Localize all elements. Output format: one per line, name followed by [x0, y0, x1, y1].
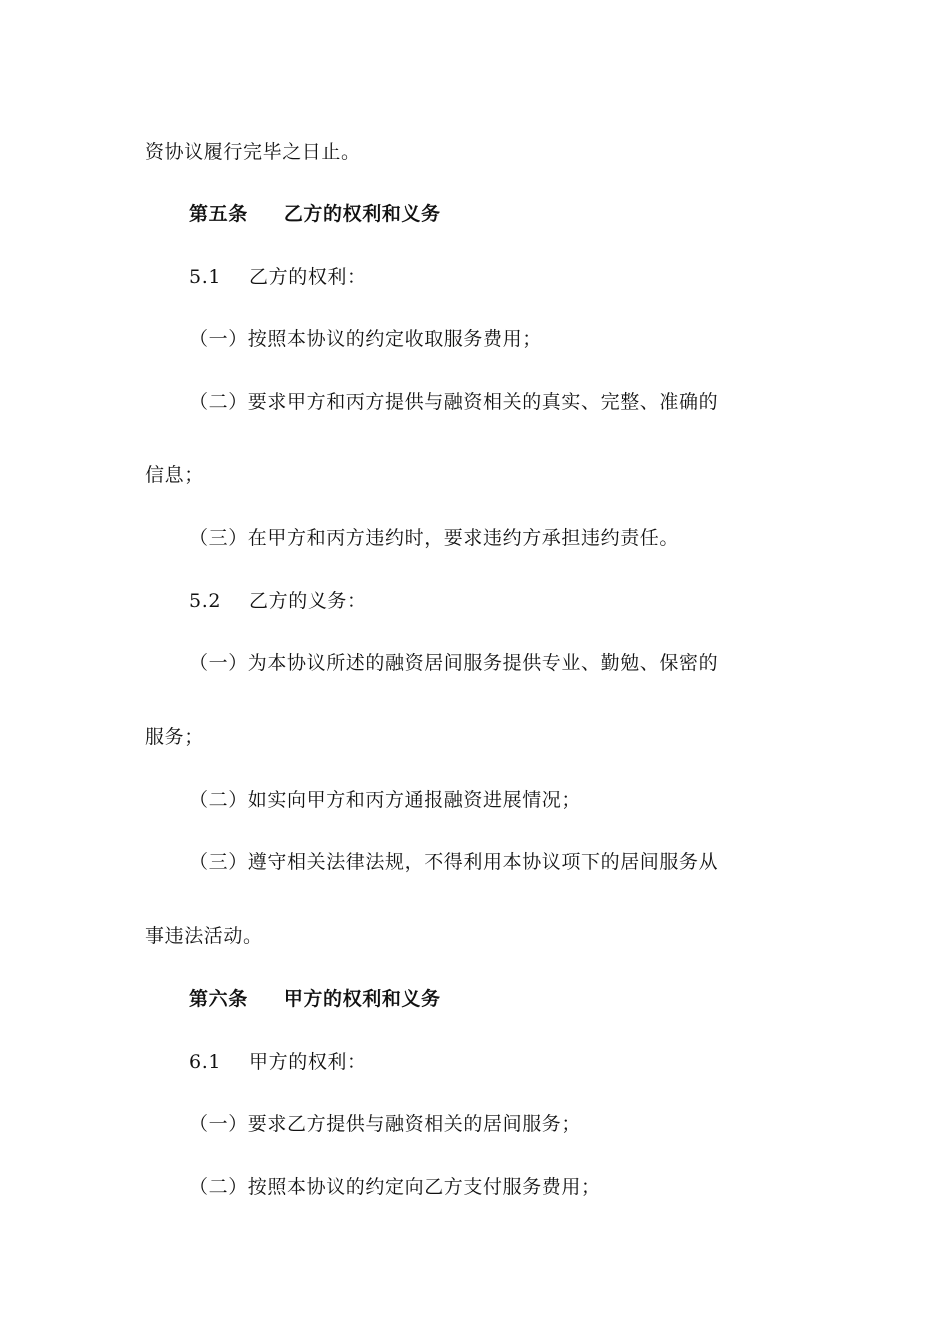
clause-number: 6.1	[189, 1051, 222, 1073]
text: （一）要求乙方提供与融资相关的居间服务；	[189, 1113, 582, 1135]
text: （二）要求甲方和丙方提供与融资相关的真实、完整、准确的	[189, 391, 719, 413]
paragraph-continuation	[145, 140, 361, 164]
list-item	[189, 390, 718, 414]
article-6-heading	[189, 987, 441, 1011]
text: （三）在甲方和丙方违约时，要求违约方承担违约责任。	[189, 527, 680, 549]
list-item	[189, 1112, 581, 1136]
text: 资协议履行完毕之日止。	[145, 141, 361, 163]
article-number: 第五条	[189, 203, 248, 225]
clause-title: 乙方的义务：	[249, 590, 367, 612]
list-item-continuation	[145, 725, 204, 749]
clause-number: 5.2	[189, 590, 222, 612]
clause-5-1-heading	[189, 265, 367, 289]
text: 服务；	[145, 726, 204, 748]
article-title: 甲方的权利和义务	[283, 988, 441, 1010]
list-item	[189, 651, 718, 675]
list-item	[189, 327, 542, 351]
clause-title: 乙方的权利：	[249, 266, 367, 288]
text: （一）按照本协议的约定收取服务费用；	[189, 328, 542, 350]
text: 事违法活动。	[145, 925, 263, 947]
text: （三）遵守相关法律法规，不得利用本协议项下的居间服务从	[189, 851, 719, 873]
list-item	[189, 1175, 601, 1199]
clause-6-1-heading	[189, 1050, 367, 1074]
clause-title: 甲方的权利：	[249, 1051, 367, 1073]
list-item	[189, 526, 679, 550]
list-item	[189, 850, 718, 874]
article-title: 乙方的权利和义务	[283, 203, 441, 225]
text: （二）如实向甲方和丙方通报融资进展情况；	[189, 789, 582, 811]
list-item-continuation	[145, 924, 263, 948]
text: （一）为本协议所述的融资居间服务提供专业、勤勉、保密的	[189, 652, 719, 674]
list-item-continuation	[145, 463, 204, 487]
article-5-heading	[189, 202, 441, 226]
text: （二）按照本协议的约定向乙方支付服务费用；	[189, 1176, 601, 1198]
clause-5-2-heading	[189, 589, 367, 613]
list-item	[189, 788, 581, 812]
text: 信息；	[145, 464, 204, 486]
clause-number: 5.1	[189, 266, 222, 288]
article-number: 第六条	[189, 988, 248, 1010]
